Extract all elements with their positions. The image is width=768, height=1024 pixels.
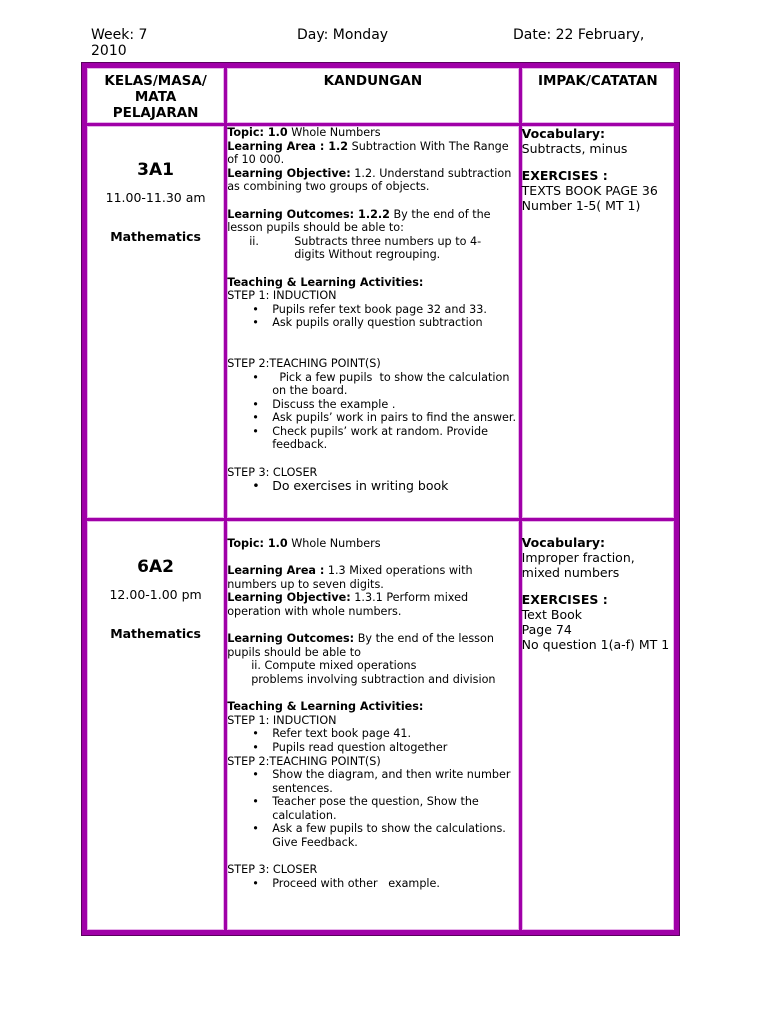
exercises-label: EXERCISES : — [521, 592, 608, 607]
class-name: 3A1 — [137, 160, 174, 180]
step3-list — [227, 479, 518, 493]
exercise-line: Number 1-5( MT 1) — [521, 198, 641, 213]
step3-label: STEP 3: CLOSER — [227, 863, 318, 877]
objective-text: 1.3.1 Perform mixed operation with whole numbers. — [227, 591, 469, 618]
week-line-1: Week: 7 — [91, 27, 148, 43]
list-item: • Pupils read question altogether — [272, 741, 518, 755]
class-cell — [85, 125, 226, 520]
header-kelas — [85, 66, 226, 125]
activities-label: Teaching & Learning Activities: — [227, 700, 424, 714]
step2-list — [227, 768, 518, 850]
outcome-text: Subtracts three numbers up to 4- — [294, 234, 482, 248]
class-cell — [85, 520, 226, 933]
topic-text: Whole Numbers — [287, 126, 381, 139]
outcome-text-cont: problems involving subtraction and division — [251, 672, 496, 686]
outcomes-label: Learning Outcomes: 1.2.2 — [227, 207, 390, 221]
content-cell — [226, 520, 520, 933]
week-label — [91, 27, 211, 59]
step1-list — [227, 303, 518, 330]
topic-line — [227, 126, 518, 140]
topic-label: Topic: 1.0 — [227, 126, 288, 139]
area-text: 1.3 Mixed operations with numbers up to seven digits. — [227, 564, 473, 591]
step3-label: STEP 3: CLOSER — [227, 465, 318, 479]
table-header-row — [85, 66, 677, 125]
exercise-line: Text Book — [521, 607, 583, 622]
vocab-text: Subtracts, minus — [521, 141, 628, 156]
list-item: • Do exercises in writing book — [272, 479, 518, 493]
outcomes-text: By the end of the lesson pupils should be able to — [227, 632, 494, 659]
step2-list — [227, 371, 518, 453]
header-kelas-line: KELAS/MASA/ — [104, 73, 207, 89]
list-item: • Pupils refer text book page 32 and 33. — [272, 303, 518, 317]
outcome-text-cont: digits Without regrouping. — [294, 248, 441, 262]
exercise-line: TEXTS BOOK PAGE 36 — [521, 183, 658, 198]
topic-line — [227, 537, 518, 551]
list-item: • Check pupils’ work at random. Provide feedback. — [272, 425, 518, 452]
step3-list — [227, 877, 518, 891]
area-text: Subtraction With The Range of 10 000. — [227, 139, 509, 167]
content-cell — [226, 125, 520, 520]
table-row — [85, 125, 677, 520]
class-subject: Mathematics — [110, 229, 201, 244]
step2-label: STEP 2:TEACHING POINT(S) — [227, 754, 381, 768]
header-kelas-line: MATA — [134, 89, 177, 105]
list-item: • Pick a few pupils to show the calculation on the board. — [272, 371, 518, 398]
topic-text: Whole Numbers — [287, 537, 381, 550]
lesson-plan-table — [82, 63, 679, 935]
step1-list — [227, 727, 518, 754]
objective-line — [227, 591, 518, 618]
list-item: • Teacher pose the question, Show the calculation. — [272, 795, 518, 822]
objective-line — [227, 167, 518, 194]
area-line — [227, 564, 518, 591]
header-impak: IMPAK/CATATAN — [520, 66, 676, 125]
list-item: • Ask pupils’ work in pairs to find the answer. — [272, 411, 518, 425]
vocab-text: Improper fraction, mixed numbers — [521, 550, 635, 580]
vocab-label: Vocabulary: — [521, 126, 605, 141]
list-item: • Ask pupils orally question subtraction — [272, 316, 518, 330]
outcomes-text: By the end of the lesson pupils should be able to: — [227, 207, 491, 235]
class-time: 11.00-11.30 am — [105, 190, 206, 205]
exercise-line: No question 1(a-f) MT 1 — [521, 637, 670, 652]
objective-text: 1.2. Understand subtraction as combining two groups of objects. — [227, 166, 512, 194]
class-time: 12.00-1.00 pm — [109, 587, 202, 602]
list-item: • Discuss the example . — [272, 398, 518, 412]
step1-label: STEP 1: INDUCTION — [227, 289, 337, 303]
header-kandungan: KANDUNGAN — [226, 66, 520, 125]
vocab-label: Vocabulary: — [521, 535, 605, 550]
date-label: Date: 22 February, — [513, 27, 645, 43]
day-label: Day: Monday — [297, 27, 389, 43]
table-row — [85, 520, 677, 933]
class-name: 6A2 — [137, 557, 174, 577]
objective-label: Learning Objective: — [227, 591, 351, 605]
outcomes-line — [227, 208, 518, 235]
class-subject: Mathematics — [110, 626, 201, 641]
list-item: • Refer text book page 41. — [272, 727, 518, 741]
notes-cell — [520, 520, 676, 933]
area-label: Learning Area : 1.2 — [227, 139, 349, 153]
area-line — [227, 140, 518, 167]
list-item: • Proceed with other example. — [272, 877, 518, 891]
step1-label: STEP 1: INDUCTION — [227, 713, 337, 727]
outcomes-line — [227, 632, 518, 659]
outcome-text: ii. Compute mixed operations — [251, 659, 417, 673]
header-kelas-line: PELAJARAN — [112, 105, 199, 121]
notes-cell — [520, 125, 676, 520]
list-item: • Show the diagram, and then write number sentences. — [272, 768, 518, 795]
outcome-number: ii. — [249, 234, 259, 248]
outcomes-label: Learning Outcomes: — [227, 632, 355, 646]
objective-label: Learning Objective: — [227, 166, 351, 180]
area-label: Learning Area : — [227, 564, 325, 578]
activities-label: Teaching & Learning Activities: — [227, 275, 424, 289]
outcome-item — [227, 235, 518, 249]
exercise-line: Page 74 — [521, 622, 572, 637]
topic-label: Topic: 1.0 — [227, 537, 288, 550]
list-item: • Ask a few pupils to show the calculations. Give Feedback. — [272, 822, 518, 849]
week-line-2: 2010 — [91, 43, 127, 59]
step2-label: STEP 2:TEACHING POINT(S) — [227, 356, 381, 370]
exercises-label: EXERCISES : — [521, 168, 608, 183]
